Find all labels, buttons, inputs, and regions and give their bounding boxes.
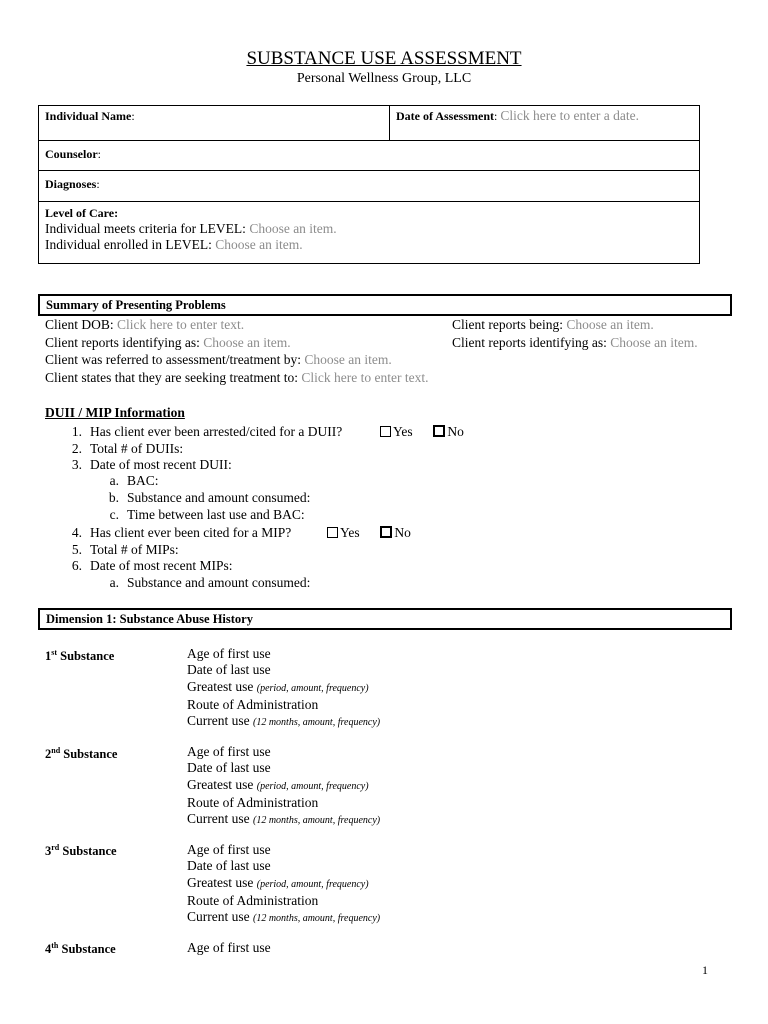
item-number: 4. (71, 525, 82, 540)
route-of-administration: Route of Administration (187, 696, 319, 712)
duii-yes-label: Yes (393, 424, 413, 439)
sub-item-letter: a. (109, 473, 119, 488)
mip-subitem-a (105, 575, 310, 591)
greatest-use-note: (period, amount, frequency) (256, 682, 369, 694)
seeking-treatment-field[interactable]: Click here to enter text. (301, 370, 429, 385)
date-of-assessment-label: Date of Assessment (396, 109, 494, 123)
date-last-use: Date of last use (187, 858, 271, 874)
substance-ordinal: 4 (45, 942, 52, 957)
duii-subitem-c (105, 507, 305, 523)
dimension1-section-heading: Dimension 1: Substance Abuse History (38, 608, 732, 630)
date-last-use: Date of last use (187, 662, 271, 678)
substance-ordinal: 2 (45, 747, 52, 762)
level-of-care-label: Level of Care: (45, 206, 119, 220)
mip-item-6 (60, 558, 232, 574)
duii-mip-heading: DUII / MIP Information (45, 405, 185, 420)
mip-no-label: No (394, 525, 411, 540)
summary-section-heading: Summary of Presenting Problems (38, 294, 732, 316)
substance-label: Substance (61, 942, 116, 957)
duii-item-1 (60, 424, 342, 440)
identifying-label-2: Client reports identifying as: (452, 335, 607, 350)
document-title: SUBSTANCE USE ASSESSMENT (246, 48, 522, 69)
greatest-use-label: Greatest use (187, 874, 254, 890)
seeking-treatment-label: Client states that they are seeking treatment to: (45, 370, 299, 385)
ordinal-suffix: st (51, 648, 58, 657)
ordinal-suffix: nd (51, 746, 61, 755)
substance-label: Substance (63, 747, 118, 762)
duii-yes-no (380, 424, 464, 440)
info-table (38, 105, 700, 264)
duii-item-3 (60, 457, 232, 473)
meets-criteria-label: Individual meets criteria for LEVEL: (45, 221, 246, 236)
greatest-use-note: (period, amount, frequency) (256, 780, 369, 792)
item-number: 5. (71, 542, 82, 557)
current-use-note: (12 months, amount, frequency) (252, 913, 381, 925)
organization-name: Personal Wellness Group, LLC (296, 71, 472, 86)
substance-ordinal: 1 (45, 649, 52, 664)
substance-2-fields (187, 744, 380, 829)
duii-question-text: Has client ever been arrested/cited for a DUII? (90, 424, 343, 439)
route-of-administration: Route of Administration (187, 892, 319, 908)
current-use-note: (12 months, amount, frequency) (252, 815, 381, 827)
sub-item-letter: b. (108, 490, 119, 505)
ordinal-suffix: rd (51, 843, 60, 852)
client-dob-field[interactable]: Click here to enter text. (117, 317, 245, 332)
age-first-use: Age of first use (187, 744, 271, 759)
duii-no-checkbox[interactable] (433, 425, 445, 437)
duii-no-label: No (447, 424, 464, 439)
identifying-line-1 (45, 335, 291, 351)
substance-3-fields (187, 842, 380, 927)
mip-question-text: Has client ever been cited for a MIP? (90, 525, 292, 540)
counselor-label: Counselor (45, 147, 98, 161)
greatest-use (187, 777, 380, 795)
referred-by-line (45, 352, 392, 368)
diagnoses-row[interactable]: Diagnoses: (39, 171, 699, 202)
sub-item-letter: c. (109, 507, 119, 522)
substance-3-heading (45, 843, 117, 859)
substance-label: Substance (62, 844, 117, 859)
age-first-use: Age of first use (187, 940, 271, 955)
identifying-dropdown-1[interactable]: Choose an item. (203, 335, 291, 350)
route-of-administration: Route of Administration (187, 794, 319, 810)
current-use (187, 811, 380, 829)
mip-count-text: Total # of MIPs: (90, 542, 179, 557)
reports-being-label: Client reports being: (452, 317, 563, 332)
duii-subitem-a (105, 473, 159, 489)
diagnoses-label: Diagnoses (45, 177, 97, 191)
substance-2-heading (45, 746, 117, 762)
mip-yes-label: Yes (340, 525, 360, 540)
identifying-label-1: Client reports identifying as: (45, 335, 200, 350)
current-use (187, 909, 380, 927)
current-use-label: Current use (187, 909, 250, 925)
enrolled-level-label: Individual enrolled in LEVEL: (45, 237, 212, 252)
duii-item-2 (60, 441, 183, 457)
substance-4-fields (187, 940, 271, 956)
mip-yes-checkbox[interactable] (327, 527, 338, 538)
age-first-use: Age of first use (187, 646, 271, 661)
greatest-use (187, 679, 380, 697)
current-use-note: (12 months, amount, frequency) (252, 717, 381, 729)
referred-by-dropdown[interactable]: Choose an item. (304, 352, 392, 367)
substance-amount-text: Substance and amount consumed: (127, 575, 311, 590)
item-number: 6. (71, 558, 82, 573)
mip-yes-no (327, 525, 411, 541)
greatest-use-note: (period, amount, frequency) (256, 878, 369, 890)
substance-1-heading (45, 648, 114, 664)
client-dob-line (45, 317, 244, 333)
date-last-use: Date of last use (187, 760, 271, 776)
duii-recent-date-text: Date of most recent DUII: (90, 457, 232, 472)
substance-1-fields (187, 646, 380, 731)
current-use-label: Current use (187, 811, 250, 827)
reports-being-line (452, 317, 654, 333)
substance-4-heading (45, 941, 116, 957)
time-between-text: Time between last use and BAC: (127, 507, 305, 522)
identifying-line-2 (452, 335, 698, 351)
mip-item-4 (60, 525, 291, 541)
item-number: 3. (71, 457, 82, 472)
reports-being-dropdown[interactable]: Choose an item. (566, 317, 654, 332)
substance-ordinal: 3 (45, 844, 52, 859)
client-dob-label: Client DOB: (45, 317, 114, 332)
ordinal-suffix: th (51, 941, 59, 950)
level-of-care-row (39, 202, 699, 264)
greatest-use (187, 875, 380, 893)
mip-no-checkbox[interactable] (380, 526, 392, 538)
meets-criteria-dropdown[interactable]: Choose an item. (249, 221, 337, 236)
referred-by-label: Client was referred to assessment/treatment by: (45, 352, 302, 367)
greatest-use-label: Greatest use (187, 776, 254, 792)
substance-amount-text: Substance and amount consumed: (127, 490, 311, 505)
substance-label: Substance (60, 649, 115, 664)
date-of-assessment-cell: Date of Assessment: Click here to enter a date. (396, 108, 640, 123)
seeking-treatment-line (45, 370, 429, 386)
current-use (187, 713, 380, 731)
identifying-dropdown-2[interactable]: Choose an item. (610, 335, 698, 350)
item-number: 1. (71, 424, 82, 439)
info-row-name-date (39, 106, 699, 141)
mip-item-5 (60, 542, 179, 558)
current-use-label: Current use (187, 713, 250, 729)
sub-item-letter: a. (109, 575, 119, 590)
enrolled-level-dropdown[interactable]: Choose an item. (215, 237, 303, 252)
greatest-use-label: Greatest use (187, 678, 254, 694)
page-number: 1 (702, 963, 708, 977)
duii-yes-checkbox[interactable] (380, 426, 391, 437)
bac-text: BAC: (127, 473, 159, 488)
counselor-row[interactable]: Counselor: (39, 141, 699, 171)
individual-name-label: Individual Name (45, 109, 132, 123)
item-number: 2. (71, 441, 82, 456)
individual-name-cell[interactable]: Individual Name: (39, 106, 390, 140)
age-first-use: Age of first use (187, 842, 271, 857)
date-of-assessment-field[interactable]: Click here to enter a date. (500, 108, 640, 123)
duii-count-text: Total # of DUIIs: (90, 441, 184, 456)
duii-subitem-b (105, 490, 310, 506)
mip-recent-date-text: Date of most recent MIPs: (90, 558, 233, 573)
